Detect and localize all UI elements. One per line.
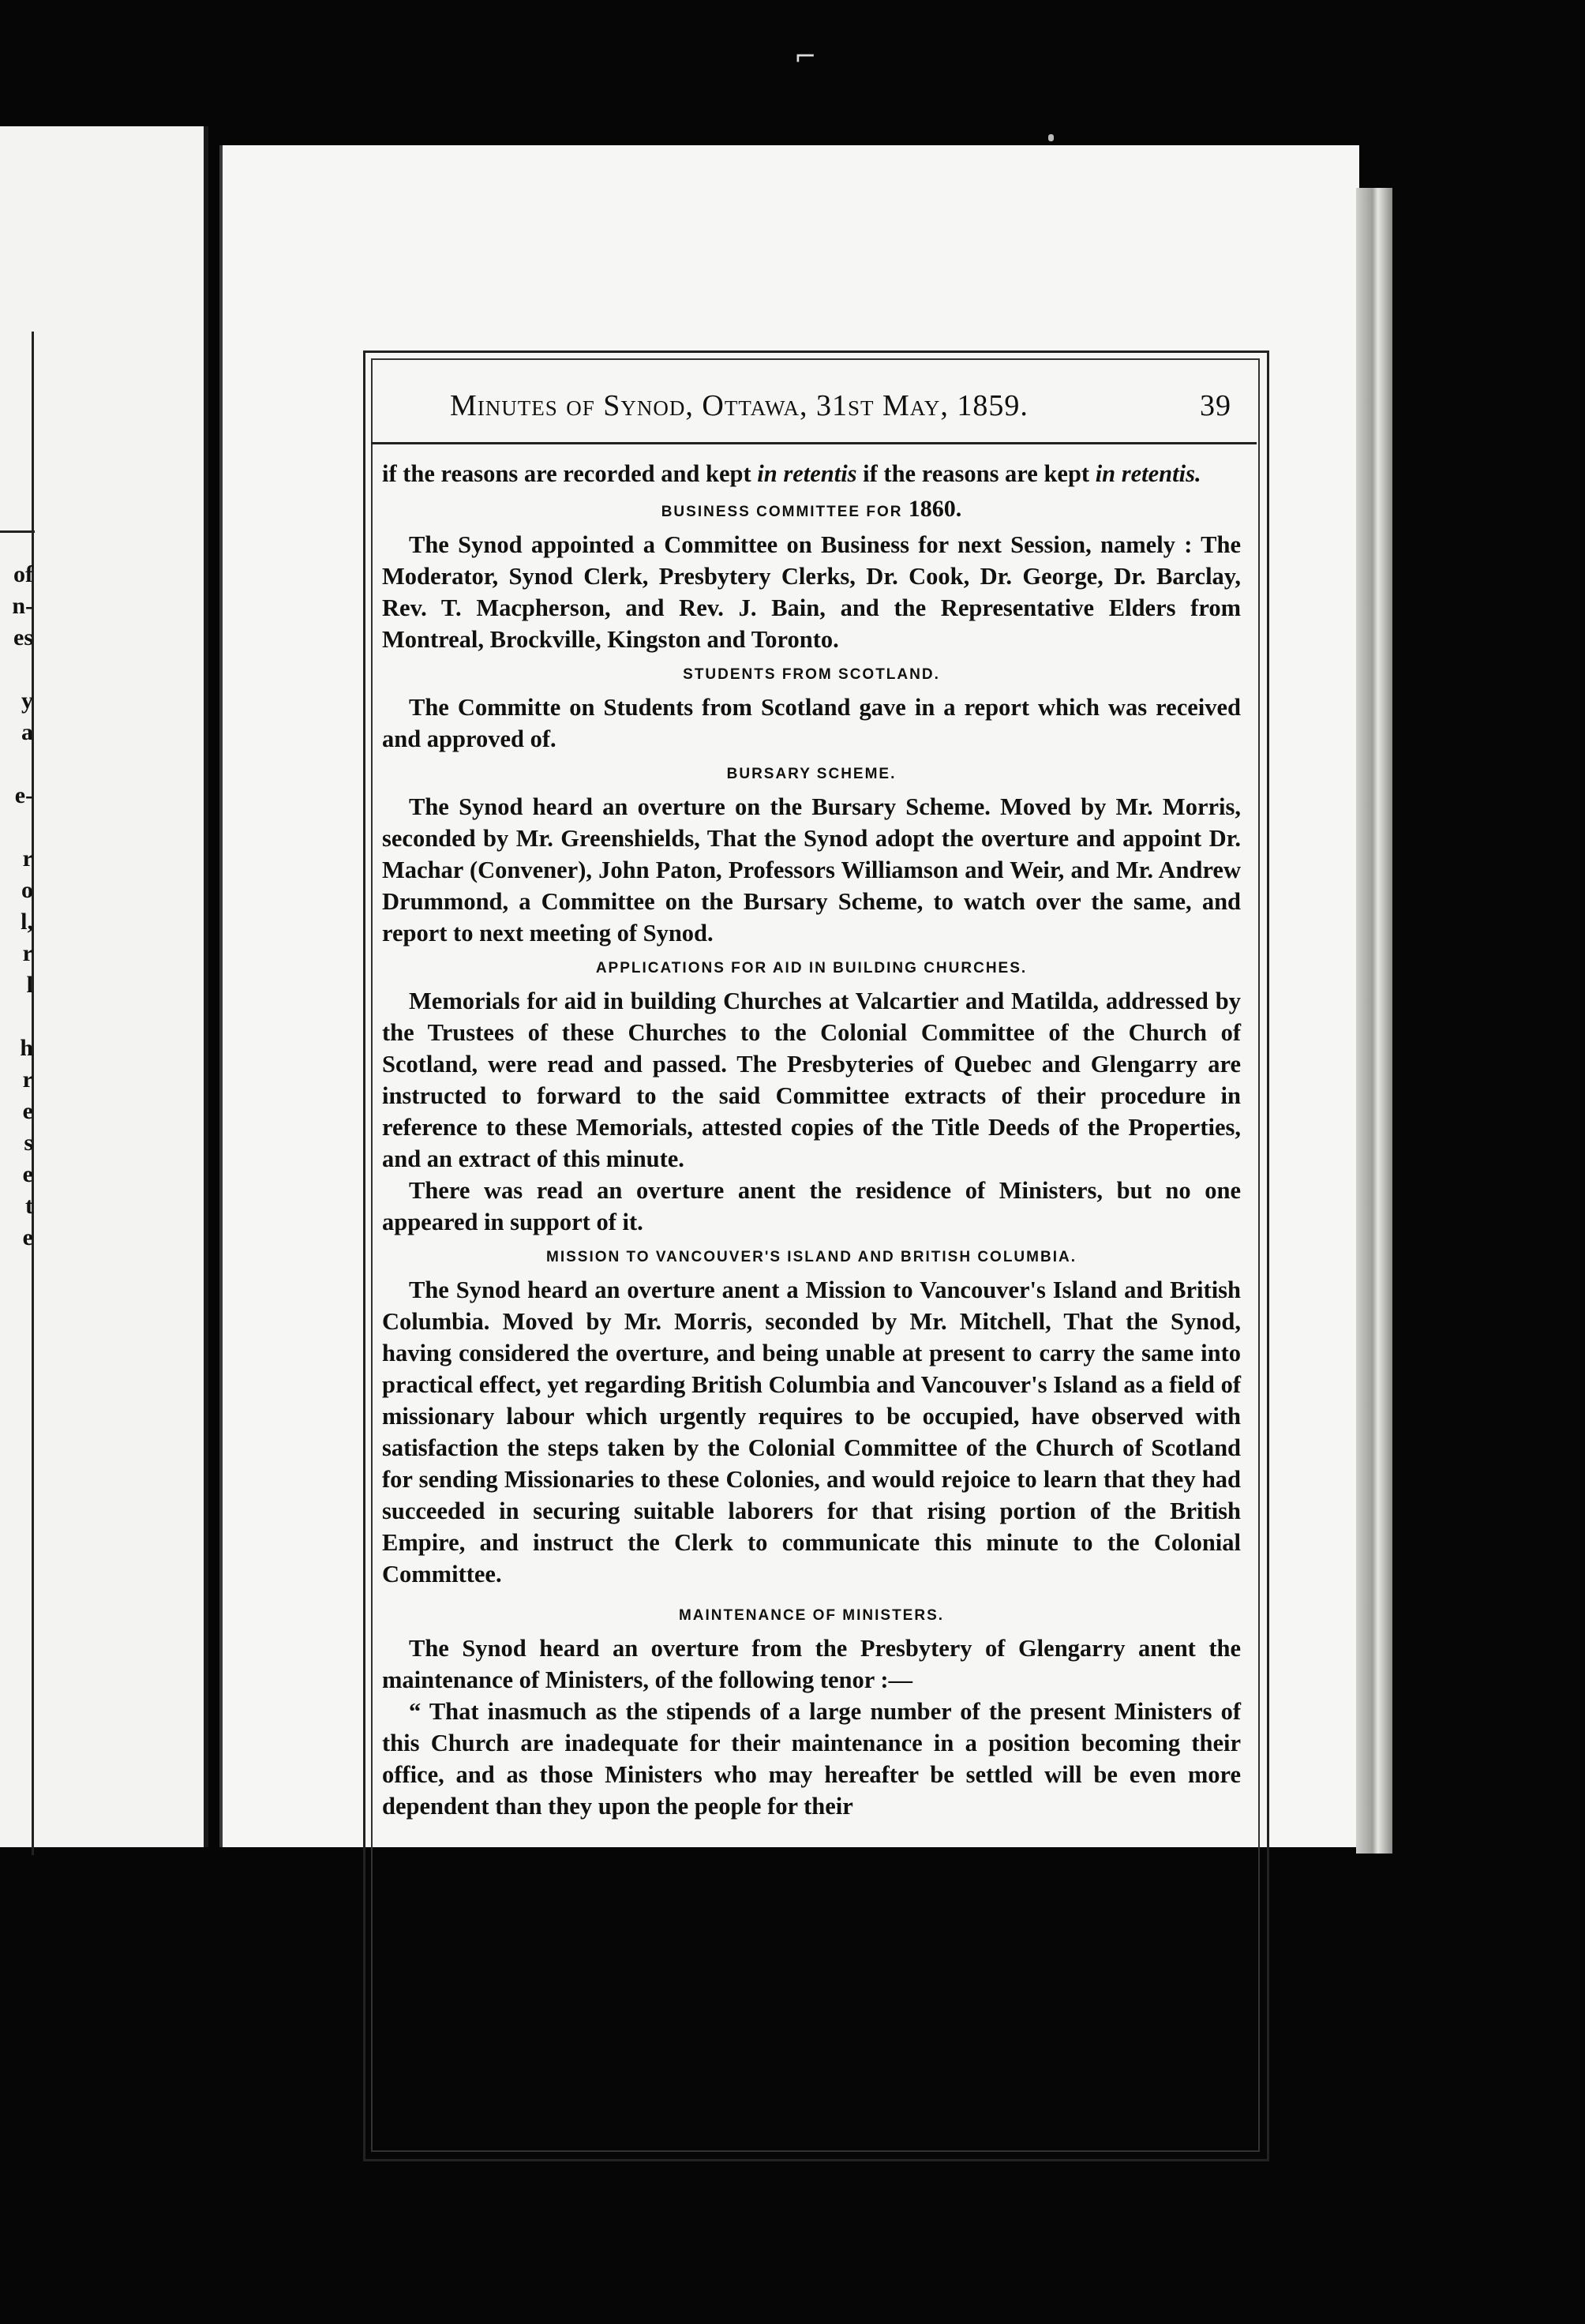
- heading-maintenance: MAINTENANCE OF MINISTERS.: [678, 1607, 945, 1624]
- left-fragment: o: [21, 877, 33, 903]
- left-fragment: r: [22, 1066, 33, 1093]
- left-fragment: of: [13, 561, 33, 587]
- facing-page-left: [0, 126, 208, 1847]
- left-fragment: s: [24, 1130, 33, 1156]
- opening-italic-1: in retentis: [757, 460, 857, 487]
- heading-business-text: BUSINESS COMMITTEE FOR: [661, 504, 903, 520]
- running-head: [379, 384, 1255, 431]
- left-fragment: a: [21, 719, 33, 745]
- left-fragment: h: [20, 1035, 33, 1061]
- paragraph-residence: There was read an overture anent the residence of Ministers, but no one appeared in support of it.: [382, 1177, 1241, 1235]
- page-number: 39: [1200, 389, 1231, 422]
- running-head-title: Minutes of Synod, Ottawa, 31st May, 1859.: [450, 389, 1029, 422]
- left-fragment: e: [22, 1224, 33, 1250]
- left-fragment: [0, 748, 33, 780]
- left-fragment: [0, 1001, 33, 1033]
- left-fragment: e: [22, 1161, 33, 1187]
- heading-applications: APPLICATIONS FOR AID IN BUILDING CHURCHES.: [595, 960, 1028, 976]
- paragraph-mission: The Synod heard an overture anent a Mission to Vancouver's Island and British Columbia. Moved by Mr. Morris, seconded by Mr. Mitchell, That the Synod, having considered the overture, and being unable at present to carry the same into practical effect, yet regarding British Columbia and Vancouver's Island as a field of missionary labour which urgently requires to be occupied, have observed with satisfaction the steps taken by the Colonial Committee of the Church of Scotland for sending Missionaries to these Colonies, and would rejoice to learn that they had succeeded in securing suitable laborers for that rising portion of the British Empire, and instruct the Clerk to communicate this minute to the Colonial Committee.: [382, 1276, 1241, 1587]
- left-fragment: r: [22, 940, 33, 966]
- left-fragment: r: [22, 845, 33, 872]
- left-fragment: [0, 654, 33, 685]
- left-fragment: n-: [12, 593, 33, 619]
- paragraph-business: The Synod appointed a Committee on Business for next Session, namely : The Moderator, Synod Clerk, Presbytery Clerks, Dr. Cook, Dr. George, Dr. Barclay, Rev. T. Macpherson, and Rev. J. Bain, and the Representative Elders from Montreal, Brockville, Kingston and Toronto.: [382, 531, 1241, 653]
- left-fragment: l: [26, 972, 33, 998]
- opening-paragraph: [382, 458, 1241, 489]
- heading-students: STUDENTS FROM SCOTLAND.: [683, 666, 940, 683]
- paragraph-students: The Committe on Students from Scotland gave in a report which was received and approved of.: [382, 694, 1241, 752]
- left-fragment: e-: [14, 782, 33, 808]
- heading-business-year: 1860.: [908, 496, 962, 522]
- left-fragment: e: [22, 1098, 33, 1124]
- header-rule: [371, 442, 1257, 444]
- left-fragment: y: [21, 688, 33, 714]
- left-page-fragments: [0, 559, 33, 1254]
- opening-text-1: if the reasons are recorded and kept: [382, 460, 758, 487]
- paragraph-bursary: The Synod heard an overture on the Bursary Scheme. Moved by Mr. Morris, seconded by Mr. Greenshields, That the Synod adopt the overture and appoint Dr. Machar (Convener), John Paton, Professors Williamson and Weir, and Mr. Andrew Drummond, a Committee on the Bursary Scheme, to watch over the same, and report to next meeting of Synod.: [382, 793, 1241, 946]
- scan-dust: [1048, 134, 1054, 141]
- left-fragment: l,: [21, 909, 33, 935]
- heading-mission: MISSION TO VANCOUVER'S ISLAND AND BRITISH COLUMBIA.: [546, 1249, 1077, 1265]
- heading-bursary: BURSARY SCHEME.: [726, 766, 897, 782]
- page-edge: [1356, 188, 1392, 1854]
- left-fragment: t: [25, 1193, 33, 1219]
- left-head-rule: [0, 530, 35, 533]
- page-body: [382, 458, 1241, 1822]
- opening-text-2: if the reasons are kept: [856, 460, 1096, 487]
- paragraph-maintenance-quote: “ That inasmuch as the stipends of a large number of the present Ministers of this Church are inadequate for their maintenance in a position becoming their office, and as those Ministers who may hereafter be settled will be even more dependent than they upon the people for their: [382, 1698, 1241, 1820]
- paragraph-maintenance: The Synod heard an overture from the Presbytery of Glengarry anent the maintenance of Ministers, of the following tenor :—: [382, 1635, 1241, 1693]
- paragraph-applications: Memorials for aid in building Churches at Valcartier and Matilda, addressed by the Trustees of these Churches to the Colonial Committee of the Church of Scotland, were read and passed. The Presbyteries of Quebec and Glengarry are instructed to forward to the said Committee extracts of their procedure in reference to these Memorials, attested copies of the Title Deeds of the Properties, and an extract of this minute.: [382, 988, 1241, 1172]
- heading-business-committee: [382, 496, 1241, 526]
- left-fragment: es: [13, 624, 33, 650]
- scan-mark: ⌐: [794, 41, 817, 73]
- opening-italic-2: in retentis.: [1095, 460, 1201, 487]
- left-fragment: [0, 812, 33, 843]
